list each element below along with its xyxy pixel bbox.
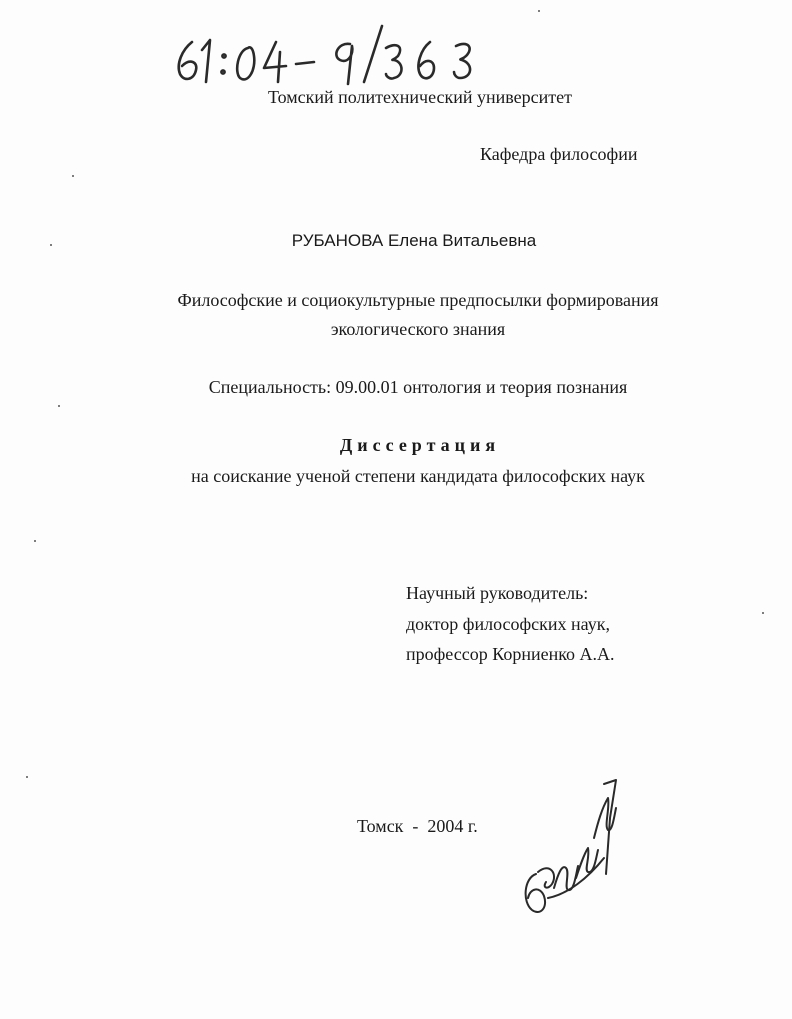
scan-speck <box>762 612 764 614</box>
author-name: РУБАНОВА Елена Витальевна <box>291 231 537 250</box>
supervisor-name: профессор Корниенко А.А. <box>406 644 615 664</box>
scan-speck <box>34 540 36 542</box>
handwritten-archive-code <box>168 12 498 88</box>
degree-line: на соискание ученой степени кандидата философских наук <box>191 466 645 486</box>
university-name: Томский политехнический университет <box>267 87 573 107</box>
scan-speck <box>50 244 52 246</box>
scan-speck <box>538 10 540 12</box>
author-signature <box>518 778 628 920</box>
specialty-line: Специальность: 09.00.01 онтология и теория познания <box>208 377 628 397</box>
scan-speck <box>58 405 60 407</box>
dissertation-title-line2: экологического знания <box>330 319 506 339</box>
supervisor-degree: доктор философских наук, <box>406 614 610 634</box>
work-type-heading: Диссертация <box>339 435 501 455</box>
scan-speck <box>26 776 28 778</box>
city-year: Томск - 2004 г. <box>357 816 478 836</box>
scan-speck <box>72 175 74 177</box>
dissertation-title-line1: Философские и социокультурные предпосылки формирования <box>177 290 659 310</box>
department-name: Кафедра философии <box>480 144 638 164</box>
supervisor-label: Научный руководитель: <box>406 583 589 603</box>
